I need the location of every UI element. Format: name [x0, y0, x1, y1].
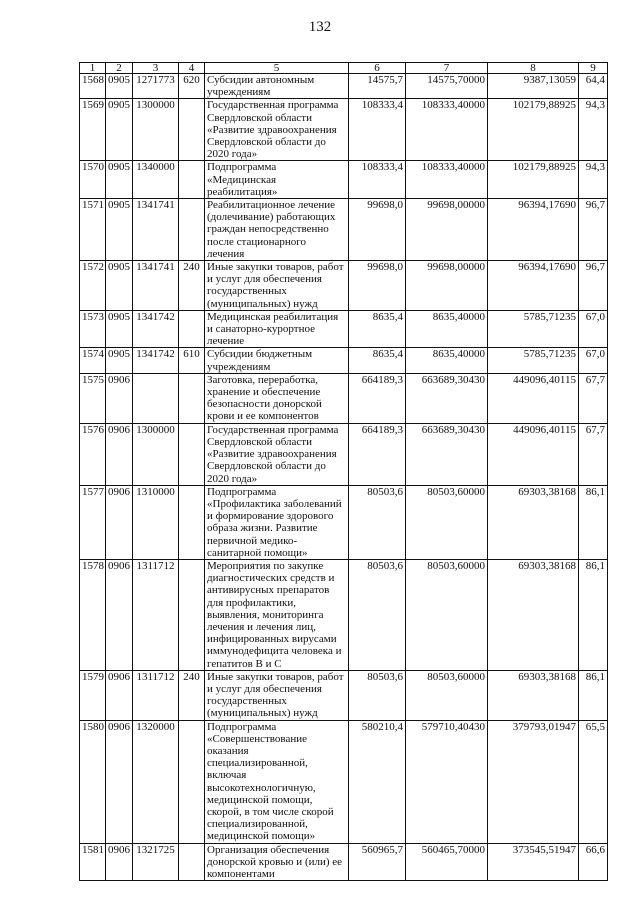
- refined-amount: 80503,60000: [406, 485, 488, 559]
- planned-amount: 108333,4: [349, 161, 406, 199]
- table-row: [80, 373, 608, 423]
- row-number: 1578: [80, 559, 106, 670]
- expense-type-code: 240: [179, 670, 205, 720]
- row-number: 1575: [80, 373, 106, 423]
- section-code: 0905: [106, 161, 133, 199]
- refined-amount: 8635,40000: [406, 310, 488, 348]
- item-name: Заготовка, переработка, хранение и обеспечение безопасности донорской крови и ее компонентов: [205, 373, 349, 423]
- expense-type-code: [179, 843, 205, 881]
- execution-percent: 86,1: [579, 485, 608, 559]
- section-code: 0905: [106, 348, 133, 373]
- expense-type-code: [179, 199, 205, 261]
- expense-type-code: 240: [179, 261, 205, 311]
- planned-amount: 80503,6: [349, 485, 406, 559]
- item-name: Иные закупки товаров, работ и услуг для обеспечения государственных (муниципальных) нужд: [205, 670, 349, 720]
- col-header-6: 6: [349, 63, 406, 74]
- refined-amount: 80503,60000: [406, 559, 488, 670]
- target-code: 1321725: [133, 843, 179, 881]
- refined-amount: 8635,40000: [406, 348, 488, 373]
- planned-amount: 8635,4: [349, 348, 406, 373]
- expense-type-code: [179, 423, 205, 485]
- item-name: Иные закупки товаров, работ и услуг для обеспечения государственных (муниципальных) нужд: [205, 261, 349, 311]
- target-code: 1310000: [133, 485, 179, 559]
- execution-percent: 96,7: [579, 199, 608, 261]
- expense-type-code: [179, 161, 205, 199]
- target-code: 1311712: [133, 670, 179, 720]
- table-row: [80, 843, 608, 881]
- col-header-8: 8: [488, 63, 579, 74]
- section-code: 0905: [106, 310, 133, 348]
- executed-amount: 5785,71235: [488, 348, 579, 373]
- item-name: Организация обеспечения донорской кровью и (или) ее компонентами: [205, 843, 349, 881]
- refined-amount: 663689,30430: [406, 373, 488, 423]
- executed-amount: 9387,13059: [488, 74, 579, 99]
- item-name: Субсидии автономным учреждениям: [205, 74, 349, 99]
- table-row: [80, 261, 608, 311]
- item-name: Подпрограмма «Совершенствование оказания специализированной, включая высокотехнологичную, медицинской помощи, скорой, в том числе скорой специализированной, медицинской помощи»: [205, 720, 349, 843]
- execution-percent: 67,0: [579, 310, 608, 348]
- refined-amount: 99698,00000: [406, 261, 488, 311]
- row-number: 1576: [80, 423, 106, 485]
- expense-type-code: 610: [179, 348, 205, 373]
- target-code: 1300000: [133, 423, 179, 485]
- executed-amount: 102179,88925: [488, 99, 579, 161]
- table-row: [80, 310, 608, 348]
- row-number: 1573: [80, 310, 106, 348]
- execution-percent: 94,3: [579, 161, 608, 199]
- target-code: 1341742: [133, 348, 179, 373]
- execution-percent: 64,4: [579, 74, 608, 99]
- expense-type-code: [179, 373, 205, 423]
- planned-amount: 108333,4: [349, 99, 406, 161]
- execution-percent: 96,7: [579, 261, 608, 311]
- col-header-3: 3: [133, 63, 179, 74]
- expense-type-code: [179, 720, 205, 843]
- executed-amount: 449096,40115: [488, 423, 579, 485]
- col-header-7: 7: [406, 63, 488, 74]
- section-code: 0905: [106, 199, 133, 261]
- item-name: Государственная программа Свердловской области «Развитие здравоохранения Свердловской области до 2020 года»: [205, 99, 349, 161]
- table-row: [80, 99, 608, 161]
- executed-amount: 69303,38168: [488, 559, 579, 670]
- item-name: Медицинская реабилитация и санаторно-курортное лечение: [205, 310, 349, 348]
- row-number: 1568: [80, 74, 106, 99]
- executed-amount: 69303,38168: [488, 485, 579, 559]
- item-name: Подпрограмма «Медицинская реабилитация»: [205, 161, 349, 199]
- target-code: 1300000: [133, 99, 179, 161]
- row-number: 1577: [80, 485, 106, 559]
- row-number: 1581: [80, 843, 106, 881]
- section-code: 0906: [106, 373, 133, 423]
- row-number: 1572: [80, 261, 106, 311]
- refined-amount: 80503,60000: [406, 670, 488, 720]
- target-code: 1341741: [133, 199, 179, 261]
- section-code: 0906: [106, 720, 133, 843]
- section-code: 0905: [106, 261, 133, 311]
- planned-amount: 664189,3: [349, 423, 406, 485]
- item-name: Субсидии бюджетным учреждениям: [205, 348, 349, 373]
- planned-amount: 14575,7: [349, 74, 406, 99]
- section-code: 0905: [106, 74, 133, 99]
- col-header-2: 2: [106, 63, 133, 74]
- refined-amount: 108333,40000: [406, 161, 488, 199]
- executed-amount: 449096,40115: [488, 373, 579, 423]
- budget-table: [79, 62, 608, 881]
- planned-amount: 580210,4: [349, 720, 406, 843]
- execution-percent: 67,7: [579, 423, 608, 485]
- refined-amount: 14575,70000: [406, 74, 488, 99]
- col-header-9: 9: [579, 63, 608, 74]
- executed-amount: 379793,01947: [488, 720, 579, 843]
- planned-amount: 80503,6: [349, 670, 406, 720]
- row-number: 1569: [80, 99, 106, 161]
- planned-amount: 80503,6: [349, 559, 406, 670]
- executed-amount: 102179,88925: [488, 161, 579, 199]
- target-code: 1320000: [133, 720, 179, 843]
- refined-amount: 560465,70000: [406, 843, 488, 881]
- table-row: [80, 74, 608, 99]
- expense-type-code: 620: [179, 74, 205, 99]
- col-header-4: 4: [179, 63, 205, 74]
- item-name: Мероприятия по закупке диагностических средств и антивирусных препаратов для профилактики, выявления, мониторинга лечения и лечения лиц, инфицированных вирусами иммунодефицита человека и гепатитов B и C: [205, 559, 349, 670]
- table-row: [80, 720, 608, 843]
- row-number: 1571: [80, 199, 106, 261]
- execution-percent: 67,7: [579, 373, 608, 423]
- item-name: Государственная программа Свердловской области «Развитие здравоохранения Свердловской области до 2020 года»: [205, 423, 349, 485]
- target-code: 1340000: [133, 161, 179, 199]
- executed-amount: 96394,17690: [488, 261, 579, 311]
- table-row: [80, 670, 608, 720]
- refined-amount: 663689,30430: [406, 423, 488, 485]
- row-number: 1580: [80, 720, 106, 843]
- expense-type-code: [179, 99, 205, 161]
- table-row: [80, 161, 608, 199]
- expense-type-code: [179, 485, 205, 559]
- refined-amount: 99698,00000: [406, 199, 488, 261]
- executed-amount: 96394,17690: [488, 199, 579, 261]
- target-code: 1311712: [133, 559, 179, 670]
- planned-amount: 560965,7: [349, 843, 406, 881]
- expense-type-code: [179, 310, 205, 348]
- executed-amount: 69303,38168: [488, 670, 579, 720]
- section-code: 0906: [106, 843, 133, 881]
- table-row: [80, 199, 608, 261]
- section-code: 0906: [106, 670, 133, 720]
- planned-amount: 8635,4: [349, 310, 406, 348]
- table-row: [80, 485, 608, 559]
- planned-amount: 99698,0: [349, 199, 406, 261]
- execution-percent: 67,0: [579, 348, 608, 373]
- page-number: 132: [308, 19, 332, 35]
- execution-percent: 94,3: [579, 99, 608, 161]
- table-row: [80, 423, 608, 485]
- table-row: [80, 348, 608, 373]
- item-name: Подпрограмма «Профилактика заболеваний и формирование здорового образа жизни. Развитие первичной медико-санитарной помощи»: [205, 485, 349, 559]
- row-number: 1574: [80, 348, 106, 373]
- col-header-1: 1: [80, 63, 106, 74]
- planned-amount: 664189,3: [349, 373, 406, 423]
- refined-amount: 579710,40430: [406, 720, 488, 843]
- target-code: 1271773: [133, 74, 179, 99]
- expense-type-code: [179, 559, 205, 670]
- execution-percent: 65,5: [579, 720, 608, 843]
- section-code: 0906: [106, 485, 133, 559]
- header-row: [80, 63, 608, 74]
- col-header-5: 5: [205, 63, 349, 74]
- executed-amount: 5785,71235: [488, 310, 579, 348]
- execution-percent: 86,1: [579, 670, 608, 720]
- section-code: 0906: [106, 423, 133, 485]
- item-name: Реабилитационное лечение (долечивание) работающих граждан непосредственно после стационарного лечения: [205, 199, 349, 261]
- execution-percent: 66,6: [579, 843, 608, 881]
- row-number: 1570: [80, 161, 106, 199]
- section-code: 0906: [106, 559, 133, 670]
- execution-percent: 86,1: [579, 559, 608, 670]
- refined-amount: 108333,40000: [406, 99, 488, 161]
- target-code: [133, 373, 179, 423]
- target-code: 1341742: [133, 310, 179, 348]
- section-code: 0905: [106, 99, 133, 161]
- table-row: [80, 559, 608, 670]
- row-number: 1579: [80, 670, 106, 720]
- planned-amount: 99698,0: [349, 261, 406, 311]
- executed-amount: 373545,51947: [488, 843, 579, 881]
- target-code: 1341741: [133, 261, 179, 311]
